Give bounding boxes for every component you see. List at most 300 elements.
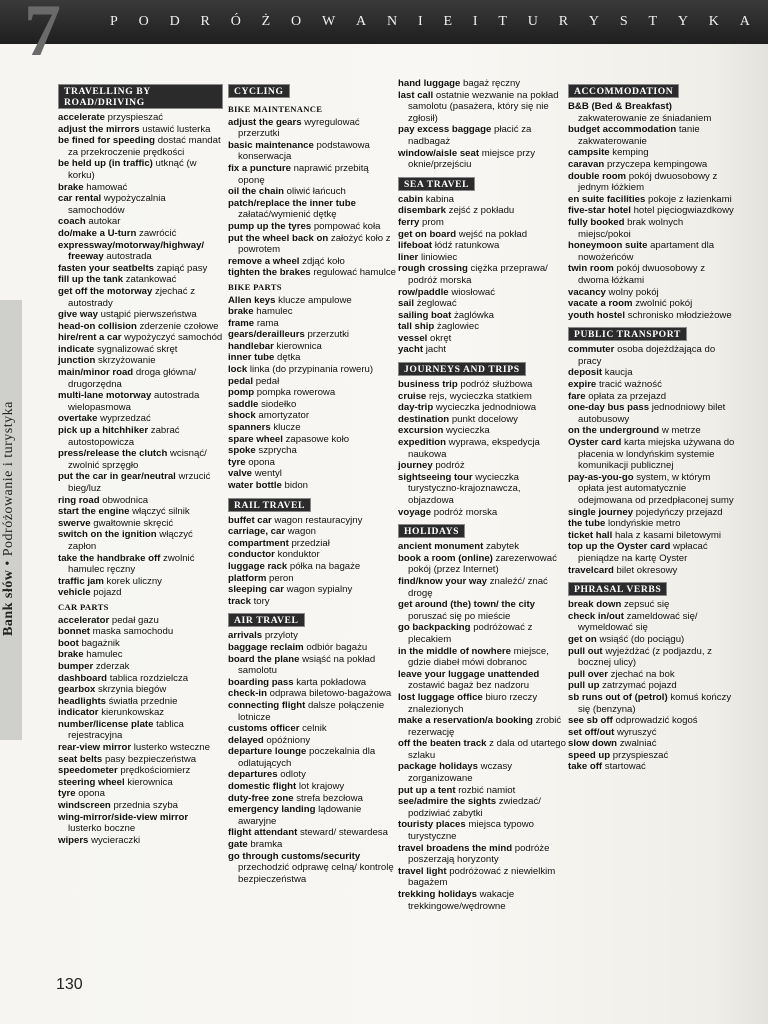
polish-translation: zwiedzać/ podziwiać zabytki — [408, 796, 541, 819]
chapter-title-letter: T — [648, 14, 657, 29]
english-term: spare wheel — [228, 433, 283, 445]
section-heading: PUBLIC TRANSPORT — [568, 327, 687, 341]
vocab-entry — [228, 515, 396, 527]
vocab-entry — [228, 700, 396, 723]
vocab-entry — [228, 688, 396, 700]
polish-translation: podróż służbowa — [460, 379, 533, 391]
vocab-entry — [398, 217, 566, 229]
polish-translation: hotel pięciogwiazdkowy — [633, 205, 734, 217]
english-term: ancient monument — [398, 541, 484, 553]
vocab-entry — [58, 788, 223, 800]
polish-translation: dętka — [277, 352, 301, 364]
chapter-title-letter: S — [619, 14, 628, 29]
polish-translation: odloty — [280, 769, 306, 781]
vocab-entry — [398, 425, 566, 437]
english-term: spoke — [228, 445, 256, 457]
vocab-entry — [58, 495, 223, 507]
polish-translation: ustawić lusterka — [142, 123, 211, 135]
vocab-entry — [228, 480, 396, 492]
polish-translation: maska samochodu — [92, 626, 174, 638]
english-term: patch/replace the inner tube — [228, 197, 356, 209]
polish-translation: wagon restauracyjny — [274, 514, 363, 526]
english-term: pay-as-you-go — [568, 471, 634, 483]
polish-translation: założyć koło z powrotem — [238, 232, 391, 256]
chapter-title-letter: N — [387, 14, 398, 29]
polish-translation: pojazd — [93, 587, 122, 599]
vocab-entry — [398, 298, 566, 310]
section-heading-row — [58, 78, 223, 112]
english-term: basic maintenance — [228, 139, 314, 151]
polish-translation: zderzenie czołowe — [139, 320, 219, 332]
english-term: press/release the clutch — [58, 448, 168, 460]
section-heading-row — [398, 171, 566, 194]
polish-translation: kierunkowskaz — [101, 707, 165, 719]
english-term: vehicle — [58, 587, 91, 599]
vocab-entry — [58, 529, 223, 552]
polish-translation: opona — [248, 456, 275, 468]
english-term: ring road — [58, 494, 100, 506]
vocab-entry — [58, 367, 223, 390]
vocab-entry — [228, 746, 396, 769]
vocab-entry — [398, 124, 566, 147]
polish-translation: komuś kończy się (benzyna) — [578, 691, 732, 715]
vocab-entry — [228, 445, 396, 457]
chapter-title-letter: W — [322, 14, 336, 29]
english-term: saddle — [228, 398, 259, 410]
vocab-entry — [568, 646, 738, 669]
english-term: head-on collision — [58, 320, 137, 332]
english-term: top up the Oyster card — [568, 541, 671, 553]
vocab-entry — [398, 553, 566, 576]
english-term: go through customs/security — [228, 850, 361, 862]
polish-translation: okręt — [430, 332, 452, 344]
polish-translation: zejść z pokładu — [448, 205, 515, 217]
english-term: on the underground — [568, 425, 660, 437]
polish-translation: pokój dwuosobowy z dwoma łóżkami — [578, 263, 706, 286]
polish-translation: regulować hamulce — [313, 267, 396, 279]
polish-translation: zjechać z autostrady — [68, 285, 196, 309]
polish-translation: system, w którym opłata jest automatycznie odejmowana od przedpłaconej sumy — [578, 471, 734, 506]
polish-translation: zapiąć pasy — [156, 262, 208, 274]
vocab-entry — [398, 252, 566, 264]
polish-translation: bilet okresowy — [616, 564, 678, 576]
polish-translation: bagaż ręczny — [463, 78, 521, 89]
english-term: multi-lane motorway — [58, 390, 152, 402]
english-term: coach — [58, 216, 86, 228]
vocab-entry — [228, 221, 396, 233]
english-term: B&B (Bed & Breakfast) — [568, 101, 672, 112]
english-term: check in/out — [568, 610, 624, 622]
vocab-entry — [398, 194, 566, 206]
vocab-entry — [398, 576, 566, 599]
polish-translation: oliwić łańcuch — [286, 186, 346, 198]
english-term: luggage rack — [228, 560, 288, 572]
english-term: cruise — [398, 390, 427, 402]
polish-translation: autostrada — [106, 251, 152, 263]
english-term: main/minor road — [58, 367, 134, 379]
english-term: take the handbrake off — [58, 552, 161, 564]
section-heading: TRAVELLING BY ROAD/DRIVING — [58, 84, 223, 109]
vocab-entry — [228, 827, 396, 839]
vocab-entry — [58, 649, 223, 661]
vocab-entry — [58, 638, 223, 650]
vocab-entry — [58, 158, 223, 181]
vocab-entry — [228, 329, 396, 341]
vocab-entry — [58, 777, 223, 789]
vocab-entry — [58, 321, 223, 333]
english-term: Oyster card — [568, 437, 622, 449]
english-term: pay excess baggage — [398, 124, 492, 136]
subsection-heading: CAR PARTS — [58, 601, 109, 612]
english-term: last call — [398, 89, 434, 101]
english-term: get around (the) town/ the city — [398, 599, 535, 611]
polish-translation: opona — [78, 788, 105, 800]
english-term: lock — [228, 364, 248, 376]
side-section-title — [1, 401, 17, 636]
vocab-column-1 — [58, 78, 223, 846]
vocab-entry — [228, 295, 396, 307]
chapter-title-letter: A — [739, 14, 750, 29]
vocab-entry — [228, 186, 396, 198]
vocab-entry — [228, 422, 396, 434]
vocab-entry — [568, 565, 738, 577]
english-term: Allen keys — [228, 294, 276, 306]
english-term: tall ship — [398, 321, 435, 333]
polish-translation: zjechać na bok — [610, 668, 675, 680]
polish-translation: konduktor — [277, 549, 320, 561]
vocab-entry — [58, 286, 223, 309]
english-term: one-day bus pass — [568, 402, 650, 414]
polish-translation: wolny pokój — [608, 286, 659, 298]
polish-translation: zwolnić hamulec ręczny — [68, 552, 195, 576]
chapter-title-letter: R — [558, 14, 569, 29]
vocab-entry — [228, 364, 396, 376]
vocab-entry — [58, 390, 223, 413]
vocab-entry — [228, 793, 396, 805]
english-term: put the car in gear/neutral — [58, 471, 176, 483]
polish-translation: podróże poszerzają horyzonty — [408, 842, 550, 866]
vocab-entry — [58, 124, 223, 136]
polish-translation: lusterko boczne — [68, 823, 136, 835]
vocab-entry — [58, 309, 223, 321]
section-heading: CYCLING — [228, 84, 290, 98]
vocab-entry — [568, 402, 738, 425]
vocab-entry — [58, 615, 223, 627]
english-term: get on board — [398, 228, 457, 240]
english-term: fare — [568, 390, 586, 402]
english-term: brake — [58, 649, 84, 661]
english-term: slow down — [568, 738, 618, 750]
vocab-column-3 — [398, 78, 566, 912]
vocab-entry — [58, 587, 223, 599]
vocab-entry — [398, 622, 566, 645]
vocab-entry — [58, 696, 223, 708]
vocab-entry — [568, 507, 738, 519]
english-term: yacht — [398, 344, 424, 356]
vocab-entry — [228, 851, 396, 886]
english-term: tyre — [58, 788, 76, 800]
vocab-entry — [228, 735, 396, 747]
vocab-entry — [228, 198, 396, 221]
chapter-title-letter: P — [110, 14, 118, 29]
polish-translation: hamulec — [256, 306, 293, 318]
english-term: remove a wheel — [228, 255, 300, 267]
polish-translation: podróż — [435, 460, 465, 472]
english-term: twin room — [568, 263, 614, 275]
vocab-entry — [398, 229, 566, 241]
vocab-entry — [58, 216, 223, 228]
english-term: buffet car — [228, 514, 272, 526]
polish-translation: punkt docelowy — [451, 413, 518, 425]
polish-translation: zapasowe koło — [285, 433, 350, 445]
vocab-entry — [398, 541, 566, 553]
polish-translation: londyńskie metro — [607, 518, 681, 530]
english-term: junction — [58, 355, 96, 367]
english-term: see sb off — [568, 715, 613, 727]
english-term: double room — [568, 170, 627, 182]
english-term: accelerate — [58, 112, 105, 123]
english-term: gate — [228, 839, 248, 851]
vocab-entry — [398, 379, 566, 391]
vocab-entry — [228, 804, 396, 827]
vocab-entry — [398, 391, 566, 403]
polish-translation: bagażnik — [81, 637, 120, 649]
english-term: compartment — [228, 537, 289, 549]
polish-translation: podróż morska — [433, 506, 498, 518]
vocab-entry — [398, 78, 566, 90]
english-term: traffic jam — [58, 575, 104, 587]
english-term: expire — [568, 379, 597, 391]
polish-translation: lusterko wsteczne — [133, 742, 210, 754]
english-term: lifeboat — [398, 240, 433, 252]
english-term: pomp — [228, 387, 255, 399]
vocab-entry — [58, 506, 223, 518]
chapter-title-letter: Y — [588, 14, 599, 29]
vocab-entry — [398, 414, 566, 426]
vocab-entry — [398, 738, 566, 761]
english-term: hand luggage — [398, 78, 461, 89]
english-term: break down — [568, 599, 622, 611]
english-term: sightseeing tour — [398, 471, 473, 483]
polish-translation: celnik — [302, 723, 327, 735]
polish-translation: miejsca typowo turystyczne — [408, 819, 534, 843]
english-term: handlebar — [228, 340, 274, 352]
vocab-entry — [58, 812, 223, 835]
chapter-title-letter: Ż — [261, 14, 271, 29]
english-term: window/aisle seat — [398, 147, 480, 159]
vocab-entry — [228, 233, 396, 256]
english-term: indicator — [58, 707, 99, 719]
polish-translation: zepsuć się — [623, 599, 670, 611]
polish-translation: wycieraczki — [91, 834, 141, 846]
vocab-entry — [568, 205, 738, 217]
english-term: departure lounge — [228, 746, 307, 758]
polish-translation: ostatnie wezwanie na pokład samolotu (pasażera, który się nie zgłosił) — [408, 89, 559, 124]
polish-translation: tablica rejestracyjna — [68, 718, 184, 742]
polish-translation: zarezerwować pokój (przez Internet) — [408, 552, 557, 576]
vocab-entry — [228, 839, 396, 851]
english-term: put the wheel back on — [228, 232, 329, 244]
vocab-entry — [568, 530, 738, 542]
chapter-number: 7 — [24, 0, 61, 72]
polish-translation: karta miejska używana do płacenia w londyńskim systemie komunikacji publicznej — [578, 437, 735, 472]
vocab-entry — [228, 352, 396, 364]
polish-translation: pojedyńczy przejazd — [635, 506, 723, 518]
subsection-heading: BIKE PARTS — [228, 281, 282, 292]
vocab-entry — [228, 549, 396, 561]
vocab-entry — [228, 538, 396, 550]
vocab-entry — [398, 437, 566, 460]
vocab-entry — [58, 274, 223, 286]
vocab-entry — [228, 306, 396, 318]
polish-translation: załatać/wymienić dętkę — [238, 209, 337, 221]
chapter-title-letter: T — [498, 14, 507, 29]
vocab-entry — [568, 599, 738, 611]
english-term: customs officer — [228, 723, 300, 735]
vocab-entry — [398, 148, 566, 171]
english-term: pull over — [568, 668, 608, 680]
vocab-entry — [228, 584, 396, 596]
polish-translation: przyspieszać — [612, 749, 669, 761]
polish-translation: zderzak — [95, 660, 130, 672]
polish-translation: autostrada wielopasmowa — [68, 390, 200, 413]
english-term: voyage — [398, 506, 432, 518]
english-term: ferry — [398, 216, 420, 228]
english-term: get on — [568, 633, 597, 645]
english-term: rear-view mirror — [58, 742, 132, 754]
vocab-entry — [58, 661, 223, 673]
english-term: overtake — [58, 413, 98, 425]
side-title-separator: • — [1, 556, 16, 570]
polish-translation: włączyć zapłon — [68, 529, 193, 552]
polish-translation: wrzucić bieg/luz — [68, 471, 211, 494]
english-term: make a reservation/a booking — [398, 715, 533, 727]
vocab-entry — [568, 541, 738, 564]
vocab-entry — [228, 468, 396, 480]
english-term: find/know your way — [398, 575, 488, 587]
english-term: rough crossing — [398, 263, 468, 275]
english-term: boarding pass — [228, 676, 294, 688]
english-term: accelerator — [58, 614, 110, 626]
section-heading: RAIL TRAVEL — [228, 498, 311, 512]
polish-translation: odbiór bagażu — [306, 641, 368, 653]
polish-translation: szprycha — [258, 445, 297, 457]
english-term: tighten the brakes — [228, 267, 311, 279]
vocab-entry — [568, 437, 738, 472]
polish-translation: wentyl — [254, 468, 282, 480]
side-title-label: Podróżowanie i turystyka — [1, 401, 16, 557]
english-term: baggage reclaim — [228, 641, 304, 653]
english-term: set off/out — [568, 726, 615, 738]
vocab-entry — [58, 240, 223, 263]
polish-translation: tablica rozdzielcza — [109, 672, 189, 684]
english-term: hire/rent a car — [58, 332, 122, 344]
section-heading: PHRASAL VERBS — [568, 582, 667, 596]
vocab-entry — [398, 715, 566, 738]
polish-translation: rama — [256, 317, 279, 329]
polish-translation: wycieczka — [446, 425, 490, 437]
polish-translation: schronisko młodzieżowe — [627, 309, 732, 321]
vocab-entry — [568, 124, 738, 147]
vocab-entry — [58, 135, 223, 158]
polish-translation: pompka rowerowa — [256, 387, 336, 399]
english-term: wing-mirror/side-view mirror — [58, 811, 189, 823]
english-term: row/paddle — [398, 286, 449, 298]
english-term: travel broadens the mind — [398, 842, 513, 854]
vocab-entry — [398, 321, 566, 333]
vocab-entry — [398, 90, 566, 125]
english-term: shock — [228, 410, 256, 422]
vocab-entry — [58, 684, 223, 696]
polish-translation: wyprzedzać — [100, 413, 151, 425]
english-term: commuter — [568, 344, 615, 356]
polish-translation: przednia szyba — [113, 800, 178, 812]
vocab-entry — [568, 379, 738, 391]
vocab-entry — [228, 410, 396, 422]
polish-translation: lot krajowy — [298, 781, 345, 793]
vocab-entry — [58, 448, 223, 471]
chapter-title-letter: R — [200, 14, 210, 29]
english-term: bumper — [58, 660, 94, 672]
english-term: brake — [228, 306, 254, 318]
english-term: vacancy — [568, 286, 606, 298]
polish-translation: ciężka przeprawa/ podróż morska — [408, 263, 548, 286]
english-term: departures — [228, 769, 278, 781]
english-term: pick up a hitchhiker — [58, 425, 149, 437]
polish-translation: zatankować — [125, 274, 177, 286]
vocab-entry — [228, 654, 396, 677]
polish-translation: rozbić namiot — [458, 784, 516, 796]
chapter-title-letter: Y — [677, 14, 688, 29]
vocab-entry — [568, 727, 738, 739]
chapter-title — [110, 14, 750, 34]
english-term: conductor — [228, 549, 275, 561]
vocab-entry — [568, 367, 738, 379]
english-term: oil the chain — [228, 186, 284, 198]
polish-translation: dalsze połączenie lotnicze — [238, 699, 385, 723]
english-term: speedometer — [58, 765, 118, 777]
vocab-entry — [58, 332, 223, 344]
polish-translation: siodełko — [261, 398, 297, 410]
vocab-entry — [58, 425, 223, 448]
english-term: ticket hall — [568, 529, 613, 541]
vocab-entry — [228, 561, 396, 573]
polish-translation: odprawa biletowo-bagażowa — [269, 688, 392, 700]
polish-translation: karta pokładowa — [296, 676, 367, 688]
english-term: off the beaten track — [398, 738, 487, 750]
vocab-entry — [398, 796, 566, 819]
vocab-entry — [228, 318, 396, 330]
english-term: car rental — [58, 193, 102, 205]
vocab-entry — [228, 267, 396, 279]
polish-translation: wsiąść na pokład samolotu — [238, 653, 376, 677]
polish-translation: prędkościomierz — [120, 765, 191, 777]
english-term: be fined for speeding — [58, 135, 156, 147]
english-term: domestic flight — [228, 781, 297, 793]
polish-translation: amortyzator — [258, 410, 310, 422]
vocab-entry — [568, 715, 738, 727]
polish-translation: włączyć silnik — [132, 506, 190, 518]
polish-translation: żaglówka — [453, 309, 494, 321]
english-term: start the engine — [58, 506, 130, 518]
polish-translation: kabina — [425, 193, 455, 205]
english-term: go backpacking — [398, 622, 471, 634]
chapter-title-letter: K — [708, 14, 719, 29]
chapter-title-letter: O — [138, 14, 149, 29]
polish-translation: lądowanie awaryjne — [238, 804, 362, 827]
polish-translation: przyspieszać — [107, 112, 164, 123]
polish-translation: przyczepa kempingowa — [606, 158, 708, 170]
